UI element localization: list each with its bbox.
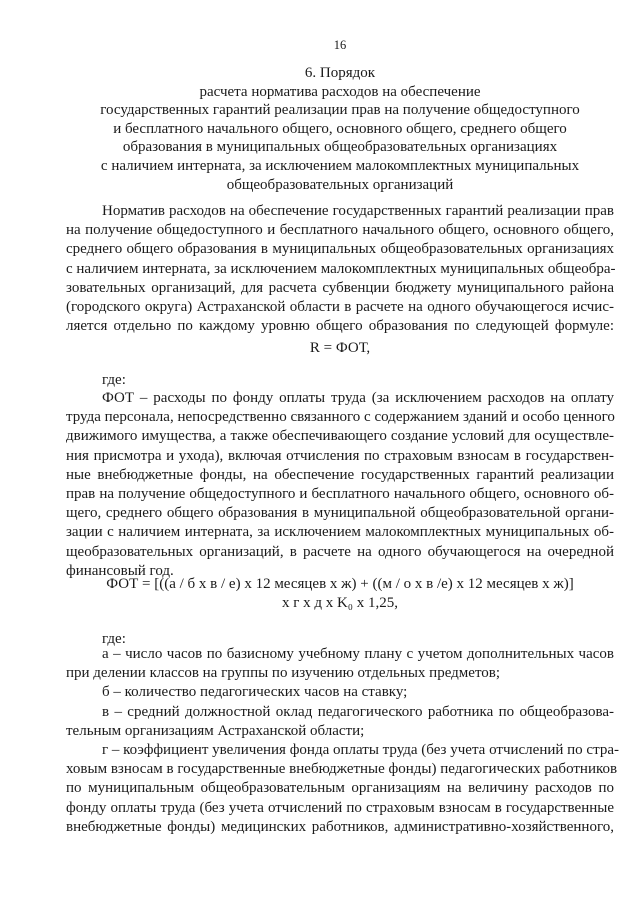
- fot-definition: [66, 389, 614, 581]
- definition-line: фонду оплаты труда (без учета отчислений по страховым взносам в государственные: [66, 799, 614, 816]
- paragraph-line: щего, среднего общего образования в муниципальной общеобразовательной органи-: [66, 505, 614, 522]
- title-line: образования в муниципальных общеобразовательных организациях: [122, 139, 558, 156]
- definition-line: б – количество педагогических часов на ставку;: [102, 684, 408, 701]
- definition-line: при делении классов на группы по изучению отдельных предметов;: [66, 665, 501, 682]
- paragraph-line: ные внебюджетные фонды, на обеспечение государственных гарантий реализации: [66, 466, 614, 483]
- formula-line: х г х д х K₀ х 1,25,: [281, 595, 399, 611]
- title-line: 6. Порядок: [304, 65, 376, 81]
- intro-paragraph: [66, 202, 614, 336]
- document-page: [66, 0, 619, 905]
- definitions-list: [66, 645, 619, 837]
- paragraph-line: движимого имущества, а также обеспечивающего создание условий для осуществле-: [66, 428, 614, 445]
- definition-line: по муниципальным общеобразовательным организациям на величину расходов по: [66, 780, 614, 797]
- title-line: общеобразовательных организаций: [226, 176, 454, 193]
- title-line: государственных гарантий реализации прав на получение общедоступного: [100, 102, 580, 119]
- formula-fot: [66, 575, 614, 613]
- paragraph-line: среднего общего образования в муниципальных общеобразовательных организациях: [66, 241, 614, 258]
- page-number: 16: [333, 38, 347, 52]
- definition-line: а – число часов по базисному учебному плану с учетом дополнительных часов: [102, 646, 614, 662]
- formula-line: ФОТ = [((а / б х в / е) х 12 месяцев х ж) + ((м / о х в /е) х 12 месяцев х ж)]: [106, 576, 574, 592]
- paragraph-line: ния присмотра и ухода), включая отчисления по страховым взносам в государствен-: [66, 447, 614, 464]
- definition-line: внебюджетные фонды) медицинских работников, административно-хозяйственного,: [66, 818, 614, 835]
- paragraph-line: Норматив расходов на обеспечение государственных гарантий реализации прав: [102, 203, 614, 219]
- paragraph-line: ФОТ – расходы по фонду оплаты труда (за исключением расходов на оплату: [102, 390, 614, 406]
- paragraph-line: (городского округа) Астраханской области в расчете на одного обучающегося исчис-: [66, 298, 614, 315]
- title-line: с наличием интерната, за исключением малокомплектных муниципальных: [100, 157, 580, 174]
- where-label: где:: [102, 631, 126, 647]
- definition-line: г – коэффициент увеличения фонда оплаты труда (без учета отчислений по стра-: [102, 741, 619, 758]
- formula-r: R = ФОТ,: [309, 340, 371, 356]
- paragraph-line: ляется отдельно по каждому уровню общего образования по следующей формуле:: [66, 318, 614, 335]
- title-line: расчета норматива расходов на обеспечение: [199, 83, 481, 100]
- definition-line: тельным организациям Астраханской области;: [66, 722, 365, 739]
- paragraph-line: труда персонала, непосредственно связанного с содержанием зданий и особо ценного: [66, 409, 615, 426]
- paragraph-line: финансовый год.: [66, 562, 174, 579]
- paragraph-line: зовательных организаций, для расчета субвенции бюджету муниципального района: [66, 279, 614, 296]
- paragraph-line: зации с наличием интерната, за исключением малокомплектных муниципальных об-: [66, 524, 614, 541]
- where-label: где:: [102, 372, 126, 388]
- definition-line: в – средний должностной оклад педагогического работника по общеобразова-: [102, 703, 614, 720]
- paragraph-line: с наличием интерната, за исключением малокомплектных муниципальных общеобра-: [66, 260, 616, 277]
- section-title: [66, 64, 614, 194]
- paragraph-line: прав на получение общедоступного и бесплатного начального общего, основного об-: [66, 485, 614, 502]
- title-line: и бесплатного начального общего, основного общего, среднего общего: [113, 120, 567, 137]
- paragraph-line: щеобразовательных организаций, в расчете на одного обучающегося на очередной: [66, 543, 614, 560]
- paragraph-line: на получение общедоступного и бесплатного начального общего, основного общего,: [66, 222, 614, 239]
- definition-line: ховым взносам в государственные внебюджетные фонды) педагогических работников: [66, 761, 618, 778]
